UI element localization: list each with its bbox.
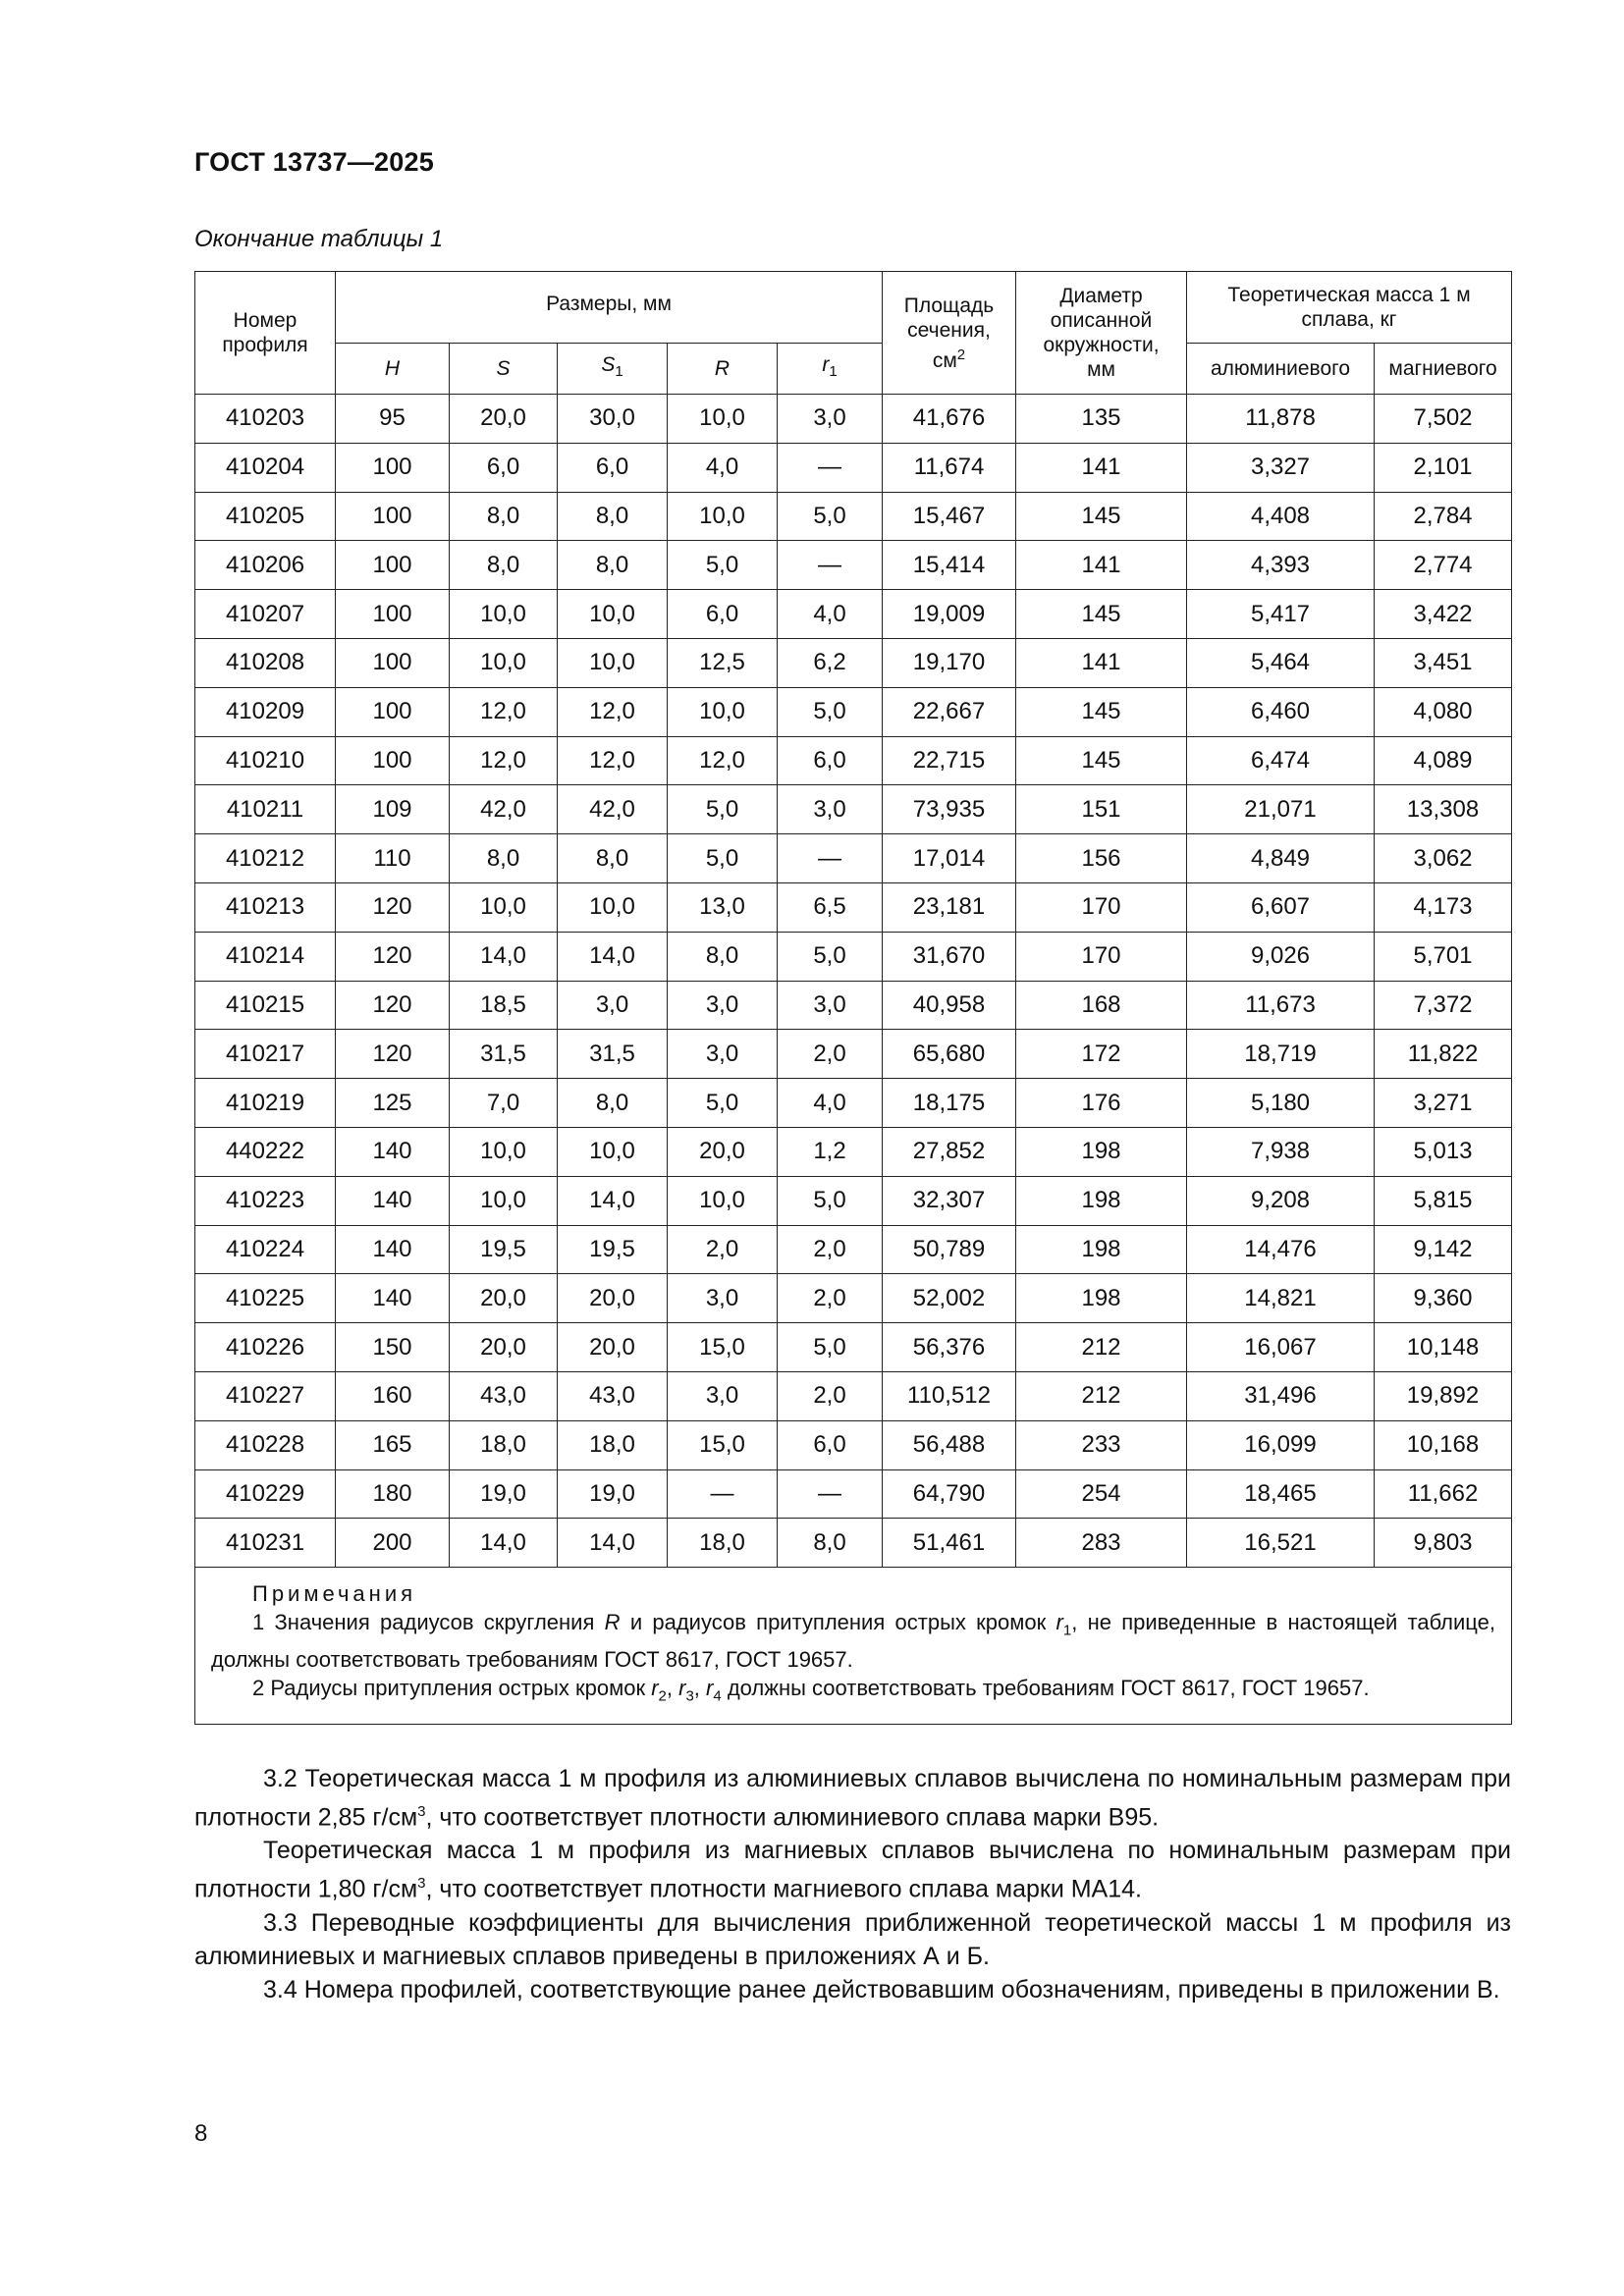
table-cell: 10,0 [668, 395, 778, 444]
table-cell: 8,0 [450, 834, 558, 883]
profiles-table [194, 271, 1512, 1725]
table-row [195, 492, 1512, 541]
table-cell: 6,0 [778, 1420, 883, 1469]
table-cell: 3,0 [558, 981, 668, 1030]
table-row [195, 1519, 1512, 1568]
table-cell: 10,0 [450, 638, 558, 687]
table-cell: 95 [336, 395, 450, 444]
table-cell: 160 [336, 1371, 450, 1420]
table-cell: 4,080 [1375, 687, 1512, 736]
table-cell: 8,0 [558, 492, 668, 541]
table-cell: 176 [1016, 1079, 1187, 1128]
table-cell: 120 [336, 932, 450, 981]
header-s1: $S_1$ [558, 344, 668, 395]
table-cell: 41,676 [883, 395, 1016, 444]
table-cell: 5,0 [668, 785, 778, 834]
table-cell: 19,0 [558, 1469, 668, 1519]
table-cell: 6,0 [778, 736, 883, 785]
table-cell: 5,417 [1187, 590, 1375, 639]
table-cell: 10,0 [558, 638, 668, 687]
table-cell: 172 [1016, 1030, 1187, 1079]
table-row [195, 1176, 1512, 1225]
table-cell: 27,852 [883, 1127, 1016, 1176]
page-number: 8 [194, 2120, 208, 2147]
table-cell: 5,0 [668, 541, 778, 590]
table-cell: 18,0 [668, 1519, 778, 1568]
table-cell: 8,0 [450, 541, 558, 590]
header-dimensions: Размеры, мм [336, 272, 883, 344]
table-cell: 5,0 [668, 1079, 778, 1128]
table-cell: 18,0 [558, 1420, 668, 1469]
table-cell: 100 [336, 638, 450, 687]
table-cell: 14,476 [1187, 1225, 1375, 1274]
table-cell: 4,393 [1187, 541, 1375, 590]
table-cell: 3,0 [778, 785, 883, 834]
table-cell: 15,414 [883, 541, 1016, 590]
table-cell: 20,0 [450, 1323, 558, 1372]
table-row [195, 443, 1512, 492]
table-cell: 4,089 [1375, 736, 1512, 785]
table-cell: 73,935 [883, 785, 1016, 834]
table-cell: 3,0 [668, 1030, 778, 1079]
table-cell: 109 [336, 785, 450, 834]
table-cell: 5,464 [1187, 638, 1375, 687]
table-cell: 198 [1016, 1127, 1187, 1176]
table-cell: 135 [1016, 395, 1187, 444]
table-cell: 19,170 [883, 638, 1016, 687]
table-cell: 410224 [195, 1225, 336, 1274]
table-cell: 4,0 [778, 590, 883, 639]
table-cell: 23,181 [883, 882, 1016, 932]
table-cell: 10,0 [558, 590, 668, 639]
table-cell: 141 [1016, 638, 1187, 687]
table-cell: 6,0 [558, 443, 668, 492]
table-cell: 11,674 [883, 443, 1016, 492]
table-cell: 52,002 [883, 1274, 1016, 1323]
table-cell: 31,5 [558, 1030, 668, 1079]
table-row [195, 395, 1512, 444]
table-cell: 8,0 [778, 1519, 883, 1568]
table-cell: 410206 [195, 541, 336, 590]
table-cell: 283 [1016, 1519, 1187, 1568]
table-cell: 410231 [195, 1519, 336, 1568]
table-cell: 14,0 [450, 1519, 558, 1568]
table-cell: 8,0 [558, 834, 668, 883]
table-cell: 110 [336, 834, 450, 883]
table-row [195, 736, 1512, 785]
table-cell: 19,5 [450, 1225, 558, 1274]
table-cell: 8,0 [558, 1079, 668, 1128]
table-row [195, 1323, 1512, 1372]
table-cell: 42,0 [450, 785, 558, 834]
table-cell: 2,0 [778, 1030, 883, 1079]
paragraph-3-2: 3.2 Теоретическая масса 1 м профиля из алюминиевых сплавов вычислена по номинальным размерам при плотности 2,85 $г/см^3$, что соответствует плотности алюминиевого сплава марки В95. [194, 1765, 1511, 1832]
table-cell: 3,0 [668, 1274, 778, 1323]
table-row [195, 687, 1512, 736]
table-cell: 12,0 [558, 687, 668, 736]
table-cell: 410212 [195, 834, 336, 883]
table-cell: 11,878 [1187, 395, 1375, 444]
table-cell: 14,0 [558, 1176, 668, 1225]
table-row [195, 1274, 1512, 1323]
table-cell: 3,062 [1375, 834, 1512, 883]
table-cell: 3,451 [1375, 638, 1512, 687]
table-cell: 212 [1016, 1323, 1187, 1372]
table-cell: 5,815 [1375, 1176, 1512, 1225]
table-cell: 5,701 [1375, 932, 1512, 981]
document-header: ГОСТ 13737—2025 [194, 147, 434, 177]
table-cell: 10,0 [450, 1127, 558, 1176]
table-cell: 19,0 [450, 1469, 558, 1519]
table-cell: 8,0 [668, 932, 778, 981]
table-cell: 5,0 [778, 932, 883, 981]
table-cell: 50,789 [883, 1225, 1016, 1274]
table-cell: 254 [1016, 1469, 1187, 1519]
header-r1: $r_1$ [778, 344, 883, 395]
table-cell: 43,0 [558, 1371, 668, 1420]
header-h: H [336, 344, 450, 395]
table-cell: 21,071 [1187, 785, 1375, 834]
note-1: 1 Значения радиусов скругления R и радиусов притупления острых кромок $r_1$, не приведенные в настоящей таблице, должны соответствовать требованиям ГОСТ 8617, ГОСТ 19657. [211, 1610, 1496, 1672]
table-cell: 2,0 [778, 1274, 883, 1323]
header-s: S [450, 344, 558, 395]
table-cell: 19,5 [558, 1225, 668, 1274]
table-cell: 13,308 [1375, 785, 1512, 834]
table-cell: 140 [336, 1225, 450, 1274]
table-cell: 6,607 [1187, 882, 1375, 932]
body-text [194, 1762, 1511, 2006]
table-cell: 9,142 [1375, 1225, 1512, 1274]
table-cell: 410225 [195, 1274, 336, 1323]
header-profile-number: Номер профиля [195, 272, 336, 395]
paragraph-magnesium-mass: Теоретическая масса 1 м профиля из магниевых сплавов вычислена по номинальным размерам при плотности 1,80 $г/см^3$, что соответствует плотности магниевого сплава марки МА14. [194, 1837, 1511, 1903]
table-cell: 410223 [195, 1176, 336, 1225]
table-cell: 51,461 [883, 1519, 1016, 1568]
table-cell: 15,467 [883, 492, 1016, 541]
table-cell: 3,271 [1375, 1079, 1512, 1128]
table-cell: 22,667 [883, 687, 1016, 736]
table-cell: 200 [336, 1519, 450, 1568]
table-cell: 410229 [195, 1469, 336, 1519]
table-cell: 6,460 [1187, 687, 1375, 736]
table-cell: 9,208 [1187, 1176, 1375, 1225]
table-cell: 31,5 [450, 1030, 558, 1079]
table-cell: 410205 [195, 492, 336, 541]
table-cell: 18,719 [1187, 1030, 1375, 1079]
table-cell: 10,148 [1375, 1323, 1512, 1372]
table-cell: 140 [336, 1176, 450, 1225]
table-cell: 5,0 [778, 687, 883, 736]
table-cell: 3,422 [1375, 590, 1512, 639]
table-row [195, 638, 1512, 687]
table-cell: 3,0 [778, 395, 883, 444]
table-cell: 17,014 [883, 834, 1016, 883]
table-cell: 8,0 [558, 541, 668, 590]
table-cell: 140 [336, 1127, 450, 1176]
table-cell: 410217 [195, 1030, 336, 1079]
table-cell: 410209 [195, 687, 336, 736]
table-cell: 410211 [195, 785, 336, 834]
table-cell: 5,0 [778, 492, 883, 541]
table-cell: 10,0 [450, 882, 558, 932]
table-cell: 4,849 [1187, 834, 1375, 883]
table-row [195, 834, 1512, 883]
table-cell: 30,0 [558, 395, 668, 444]
table-cell: 9,026 [1187, 932, 1375, 981]
table-cell: 110,512 [883, 1371, 1016, 1420]
table-cell: 120 [336, 882, 450, 932]
table-cell: 410215 [195, 981, 336, 1030]
table-cell: 410204 [195, 443, 336, 492]
header-magnesium: магниевого [1375, 344, 1512, 395]
table-cell: 16,521 [1187, 1519, 1375, 1568]
table-cell: 2,0 [668, 1225, 778, 1274]
table-cell: 120 [336, 1030, 450, 1079]
table-cell: 198 [1016, 1274, 1187, 1323]
table-row [195, 1030, 1512, 1079]
table-cell: 10,0 [450, 1176, 558, 1225]
table-cell: 31,670 [883, 932, 1016, 981]
table-row [195, 785, 1512, 834]
table-cell: 10,0 [668, 687, 778, 736]
table-cell: 7,372 [1375, 981, 1512, 1030]
table-cell: 19,892 [1375, 1371, 1512, 1420]
table-cell: 3,0 [778, 981, 883, 1030]
table-cell: 410214 [195, 932, 336, 981]
table-cell: 7,938 [1187, 1127, 1375, 1176]
table-cell: 5,013 [1375, 1127, 1512, 1176]
table-cell: 10,0 [668, 1176, 778, 1225]
table-cell: 3,327 [1187, 443, 1375, 492]
table-cell: 20,0 [668, 1127, 778, 1176]
table-cell: 10,0 [558, 1127, 668, 1176]
table-body [195, 395, 1512, 1568]
table-cell: 440222 [195, 1127, 336, 1176]
table-cell: 2,0 [778, 1371, 883, 1420]
table-cell: 16,099 [1187, 1420, 1375, 1469]
table-cell: 56,376 [883, 1323, 1016, 1372]
table-cell: 14,821 [1187, 1274, 1375, 1323]
table-cell: 100 [336, 492, 450, 541]
table-cell: 56,488 [883, 1420, 1016, 1469]
table-cell: 198 [1016, 1225, 1187, 1274]
table-cell: 100 [336, 590, 450, 639]
table-cell: 410228 [195, 1420, 336, 1469]
table-row [195, 882, 1512, 932]
table-cell: 2,0 [778, 1225, 883, 1274]
table-cell: 12,5 [668, 638, 778, 687]
table-cell: 12,0 [558, 736, 668, 785]
table-cell: 43,0 [450, 1371, 558, 1420]
table-cell: 150 [336, 1323, 450, 1372]
table-cell: 100 [336, 443, 450, 492]
table-cell: 31,496 [1187, 1371, 1375, 1420]
table-cell: 10,0 [450, 590, 558, 639]
table-cell: 198 [1016, 1176, 1187, 1225]
header-theoretical-mass: Теоретическая масса 1 м сплава, кг [1187, 272, 1512, 344]
table-cell: 18,465 [1187, 1469, 1375, 1519]
table-cell: 2,774 [1375, 541, 1512, 590]
table-cell: 65,680 [883, 1030, 1016, 1079]
table-cell: 7,502 [1375, 395, 1512, 444]
table-cell: 12,0 [450, 687, 558, 736]
table-row [195, 1225, 1512, 1274]
table-cell: 410213 [195, 882, 336, 932]
table-cell: 6,5 [778, 882, 883, 932]
table-row [195, 932, 1512, 981]
table-cell: 170 [1016, 932, 1187, 981]
table-cell: 10,0 [668, 492, 778, 541]
table-cell: 180 [336, 1469, 450, 1519]
table-cell: 42,0 [558, 785, 668, 834]
table-cell: 11,673 [1187, 981, 1375, 1030]
table-cell: 6,0 [450, 443, 558, 492]
paragraph-3-4: 3.4 Номера профилей, соответствующие ранее действовавшим обозначениям, приведены в приложении В. [263, 1975, 1500, 2003]
table-cell: 6,0 [668, 590, 778, 639]
table-cell: 20,0 [450, 395, 558, 444]
table-cell: 3,0 [668, 981, 778, 1030]
table-cell: 11,662 [1375, 1469, 1512, 1519]
table-cell: 20,0 [558, 1323, 668, 1372]
table-cell: 145 [1016, 492, 1187, 541]
table-cell: 410219 [195, 1079, 336, 1128]
table-cell: 14,0 [558, 932, 668, 981]
table-cell: 5,0 [778, 1176, 883, 1225]
table-cell: 18,5 [450, 981, 558, 1030]
table-cell: 10,168 [1375, 1420, 1512, 1469]
table-cell: 100 [336, 687, 450, 736]
table-cell: 12,0 [668, 736, 778, 785]
table-cell: 32,307 [883, 1176, 1016, 1225]
table-row [195, 1420, 1512, 1469]
table-cell: 125 [336, 1079, 450, 1128]
header-aluminium: алюминиевого [1187, 344, 1375, 395]
table-row [195, 1469, 1512, 1519]
table-cell: 170 [1016, 882, 1187, 932]
table-cell: 151 [1016, 785, 1187, 834]
table-caption: Окончание таблицы 1 [194, 226, 444, 252]
table-cell: 410226 [195, 1323, 336, 1372]
header-r: R [668, 344, 778, 395]
table-cell: 2,101 [1375, 443, 1512, 492]
table-cell: 410207 [195, 590, 336, 639]
table-cell: 4,0 [778, 1079, 883, 1128]
table-row [195, 981, 1512, 1030]
table-cell: 7,0 [450, 1079, 558, 1128]
notes-title: Примечания [252, 1581, 417, 1607]
table-cell: 145 [1016, 736, 1187, 785]
table-cell: 18,175 [883, 1079, 1016, 1128]
table-cell: — [668, 1469, 778, 1519]
table-cell: 8,0 [450, 492, 558, 541]
table-cell: 410210 [195, 736, 336, 785]
table-cell: — [778, 834, 883, 883]
table-cell: — [778, 443, 883, 492]
table-cell: 145 [1016, 590, 1187, 639]
table-cell: 4,408 [1187, 492, 1375, 541]
table-cell: 156 [1016, 834, 1187, 883]
table-cell: 4,0 [668, 443, 778, 492]
table-cell: 18,0 [450, 1420, 558, 1469]
table-cell: 9,360 [1375, 1274, 1512, 1323]
table-row [195, 590, 1512, 639]
table-cell: 168 [1016, 981, 1187, 1030]
table-cell: — [778, 1469, 883, 1519]
table-cell: 9,803 [1375, 1519, 1512, 1568]
table-notes [195, 1568, 1512, 1725]
table-row [195, 1079, 1512, 1128]
table-cell: 10,0 [558, 882, 668, 932]
note-2: 2 Радиусы притупления острых кромок $r_2$, $r_3$, $r_4$ должны соответствовать требованиям ГОСТ 8617, ГОСТ 19657. [252, 1675, 1370, 1704]
table-cell: 14,0 [558, 1519, 668, 1568]
paragraph-3-3: 3.3 Переводные коэффициенты для вычисления приближенной теоретической массы 1 м профиля из алюминиевых и магниевых сплавов приведены в приложениях А и Б. [194, 1908, 1511, 1970]
table-cell: 20,0 [558, 1274, 668, 1323]
table-cell: 14,0 [450, 932, 558, 981]
table-cell: 13,0 [668, 882, 778, 932]
table-cell: 22,715 [883, 736, 1016, 785]
table-cell: — [778, 541, 883, 590]
table-cell: 15,0 [668, 1420, 778, 1469]
table-cell: 5,180 [1187, 1079, 1375, 1128]
header-area: Площадь сечения, $см^2$ [883, 272, 1016, 395]
table-row [195, 541, 1512, 590]
table-cell: 410203 [195, 395, 336, 444]
table-cell: 141 [1016, 541, 1187, 590]
table-cell: 5,0 [778, 1323, 883, 1372]
table-cell: 20,0 [450, 1274, 558, 1323]
table-cell: 40,958 [883, 981, 1016, 1030]
table-cell: 1,2 [778, 1127, 883, 1176]
table-cell: 410227 [195, 1371, 336, 1420]
table-cell: 212 [1016, 1371, 1187, 1420]
table-cell: 410208 [195, 638, 336, 687]
table-cell: 3,0 [668, 1371, 778, 1420]
table-cell: 141 [1016, 443, 1187, 492]
table-row [195, 1371, 1512, 1420]
table-cell: 11,822 [1375, 1030, 1512, 1079]
table-cell: 140 [336, 1274, 450, 1323]
header-diameter: Диаметр описанной окружности, мм [1016, 272, 1187, 395]
table-cell: 100 [336, 736, 450, 785]
table-cell: 4,173 [1375, 882, 1512, 932]
table-cell: 2,784 [1375, 492, 1512, 541]
table-row [195, 1127, 1512, 1176]
table-cell: 16,067 [1187, 1323, 1375, 1372]
table-cell: 100 [336, 541, 450, 590]
table-cell: 165 [336, 1420, 450, 1469]
table-cell: 145 [1016, 687, 1187, 736]
table-cell: 6,474 [1187, 736, 1375, 785]
table-cell: 15,0 [668, 1323, 778, 1372]
table-cell: 19,009 [883, 590, 1016, 639]
table-cell: 120 [336, 981, 450, 1030]
table-cell: 233 [1016, 1420, 1187, 1469]
table-cell: 64,790 [883, 1469, 1016, 1519]
table-cell: 5,0 [668, 834, 778, 883]
table-cell: 6,2 [778, 638, 883, 687]
table-cell: 12,0 [450, 736, 558, 785]
